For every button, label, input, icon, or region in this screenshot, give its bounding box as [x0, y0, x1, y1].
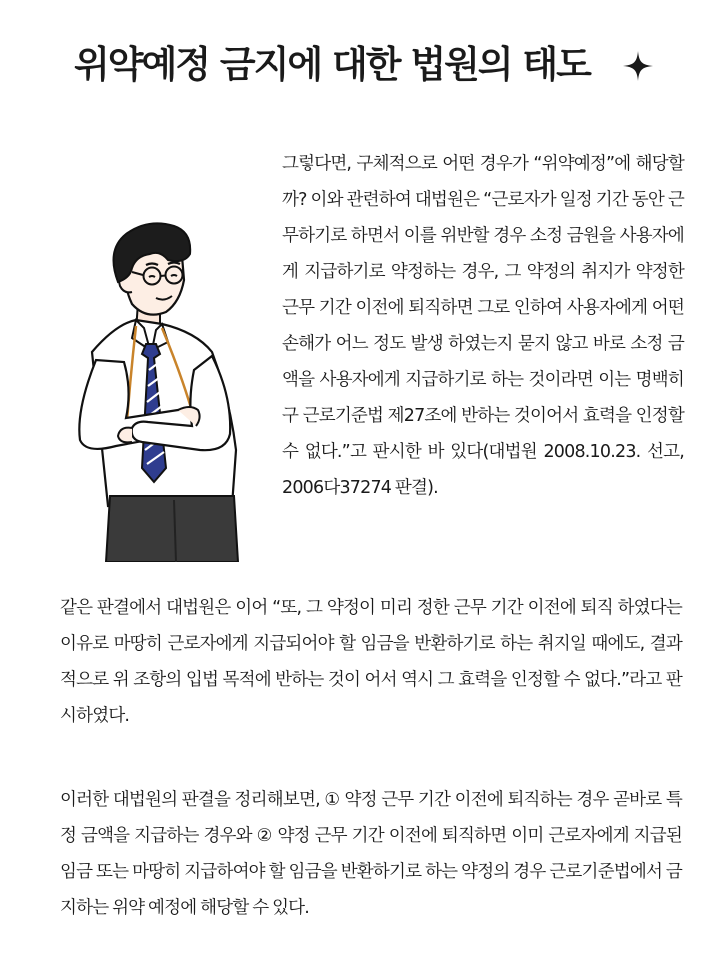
body-paragraph-3: 이러한 대법원의 판결을 정리해보면, ① 약정 근무 기간 이전에 퇴직하는 경우 곧바로 특정 금액을 지급하는 경우와 ② 약정 근무 기간 이전에 퇴직하면 이미 근로자에게 지급된 임금 또는 마땅히 지급하여야 할 임금을 반환하기로 하는 약정의 경우 근로기준법에서 금지하는 위약 예정에 해당할 수 있다. [60, 790, 682, 918]
body-paragraph-2: 같은 판결에서 대법원은 이어 “또, 그 약정이 미리 정한 근무 기간 이전에 퇴직 하였다는 이유로 마땅히 근로자에게 지급되어야 할 임금을 반환하기로 하는 취지일 때에도, 결과적으로 위 조항의 입법 목적에 반하는 것이 어서 역시 그 효력을 인정할 수 없다.”라고 판시하였다. [60, 598, 682, 726]
page-title: 위약예정 금지에 대한 법원의 태도 [74, 43, 590, 86]
sparkle-icon [622, 50, 654, 82]
businessman-arms-crossed-illustration [56, 220, 242, 562]
body-paragraph-1: 그렇다면, 구체적으로 어떤 경우가 “위약예정”에 해당할까? 이와 관련하여 대법원은 “근로자가 일정 기간 동안 근무하기로 하면서 이를 위반할 경우 소정 금원을 사용자에게 지급하기로 약정하는 경우, 그 약정의 취지가 약정한 근무 기간 이전에 퇴직하면 그로 인하여 사용자에게 어떤 손해가 어느 정도 발생 하였는지 묻지 않고 바로 소정 금액을 사용자에게 지급하기로 하는 것이라면 이는 명백히 구 근로기준법 제27조에 반하는 것이어서 효력을 인정할 수 없다.”고 판시한 바 있다(대법원 2008.10.23. 선고, 2006다37274 판결). [282, 154, 684, 498]
